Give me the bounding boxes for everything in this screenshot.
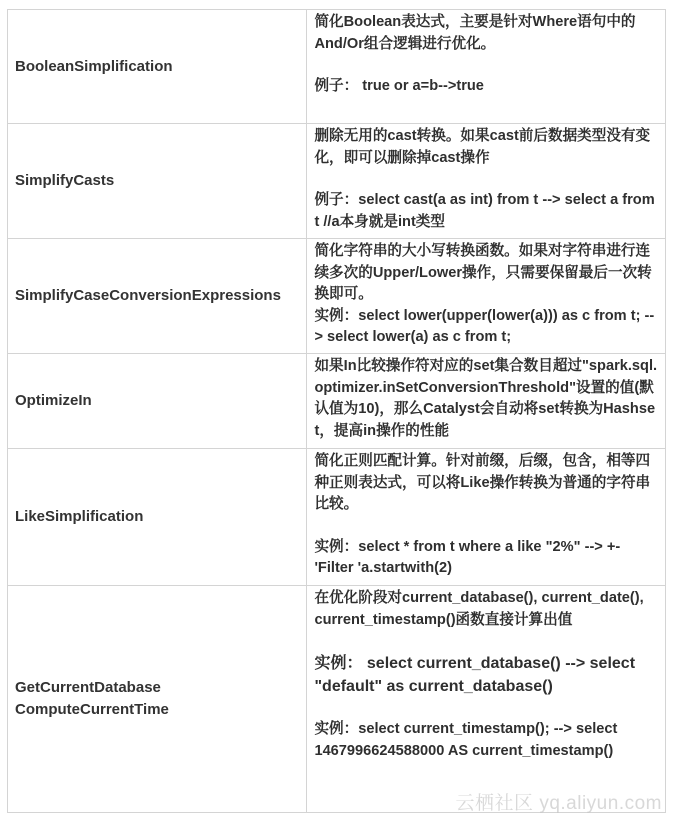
rule-example: 例子： true or a=b-->true xyxy=(314,78,484,94)
table-row xyxy=(8,239,666,354)
table-row xyxy=(8,586,666,813)
rule-description-cell xyxy=(307,124,666,239)
rule-description-cell xyxy=(307,10,666,124)
rule-example: 实例： select current_database() --> select "default" as current_database() xyxy=(314,655,636,695)
rule-name: SimplifyCaseConversionExpressions xyxy=(8,239,307,354)
rule-description: 简化正则匹配计算。针对前缀，后缀，包含，相等四种正则表达式，可以将Like操作转换为普通的字符串比较。 xyxy=(314,453,651,512)
table-row xyxy=(8,354,666,449)
rule-name-cell xyxy=(8,586,307,813)
rule-example: 实例：select lower(upper(lower(a))) as c from t; --> select lower(a) as c from t; xyxy=(314,307,655,345)
rule-description-cell xyxy=(307,239,666,354)
rule-description-cell xyxy=(307,449,666,586)
table-row xyxy=(8,449,666,586)
rule-name: ComputeCurrentTime xyxy=(15,701,169,718)
rule-name: OptimizeIn xyxy=(8,354,307,449)
rule-description: 简化字符串的大小写转换函数。如果对字符串进行连续多次的Upper/Lower操作，只需要保留最后一次转换即可。 xyxy=(314,243,652,302)
rule-description: 如果In比较操作符对应的set集合数目超过"spark.sql.optimizer.inSetConversionThreshold"设置的值(默认值为10)，那么Catalyst会自动将set转换为Hashset，提高in操作的性能 xyxy=(314,358,658,439)
rule-name: LikeSimplification xyxy=(8,449,307,586)
rule-description: 简化Boolean表达式，主要是针对Where语句中的And/Or组合逻辑进行优化。 xyxy=(314,14,636,52)
table-row xyxy=(8,10,666,124)
table-row xyxy=(8,124,666,239)
rule-example: 例子：select cast(a as int) from t --> select a from t //a本身就是int类型 xyxy=(314,192,655,230)
optimizer-rules-table xyxy=(7,9,666,813)
watermark: 云栖社区 yq.aliyun.com xyxy=(455,793,662,814)
rule-name: GetCurrentDatabase xyxy=(15,679,161,696)
rule-name: BooleanSimplification xyxy=(8,10,307,124)
rule-description: 在优化阶段对current_database(), current_date(), current_timestamp()函数直接计算出值 xyxy=(314,590,644,628)
rule-name: SimplifyCasts xyxy=(8,124,307,239)
rule-description: 删除无用的cast转换。如果cast前后数据类型没有变化，即可以删除掉cast操作 xyxy=(314,128,651,166)
rule-example: 实例：select current_timestamp(); --> select 1467996624588000 AS current_timestamp() xyxy=(314,721,618,759)
rule-example: 实例：select * from t where a like "2%" --> +-'Filter 'a.startwith(2) xyxy=(314,538,621,576)
rule-description-cell xyxy=(307,354,666,449)
rule-description-cell xyxy=(307,586,666,813)
